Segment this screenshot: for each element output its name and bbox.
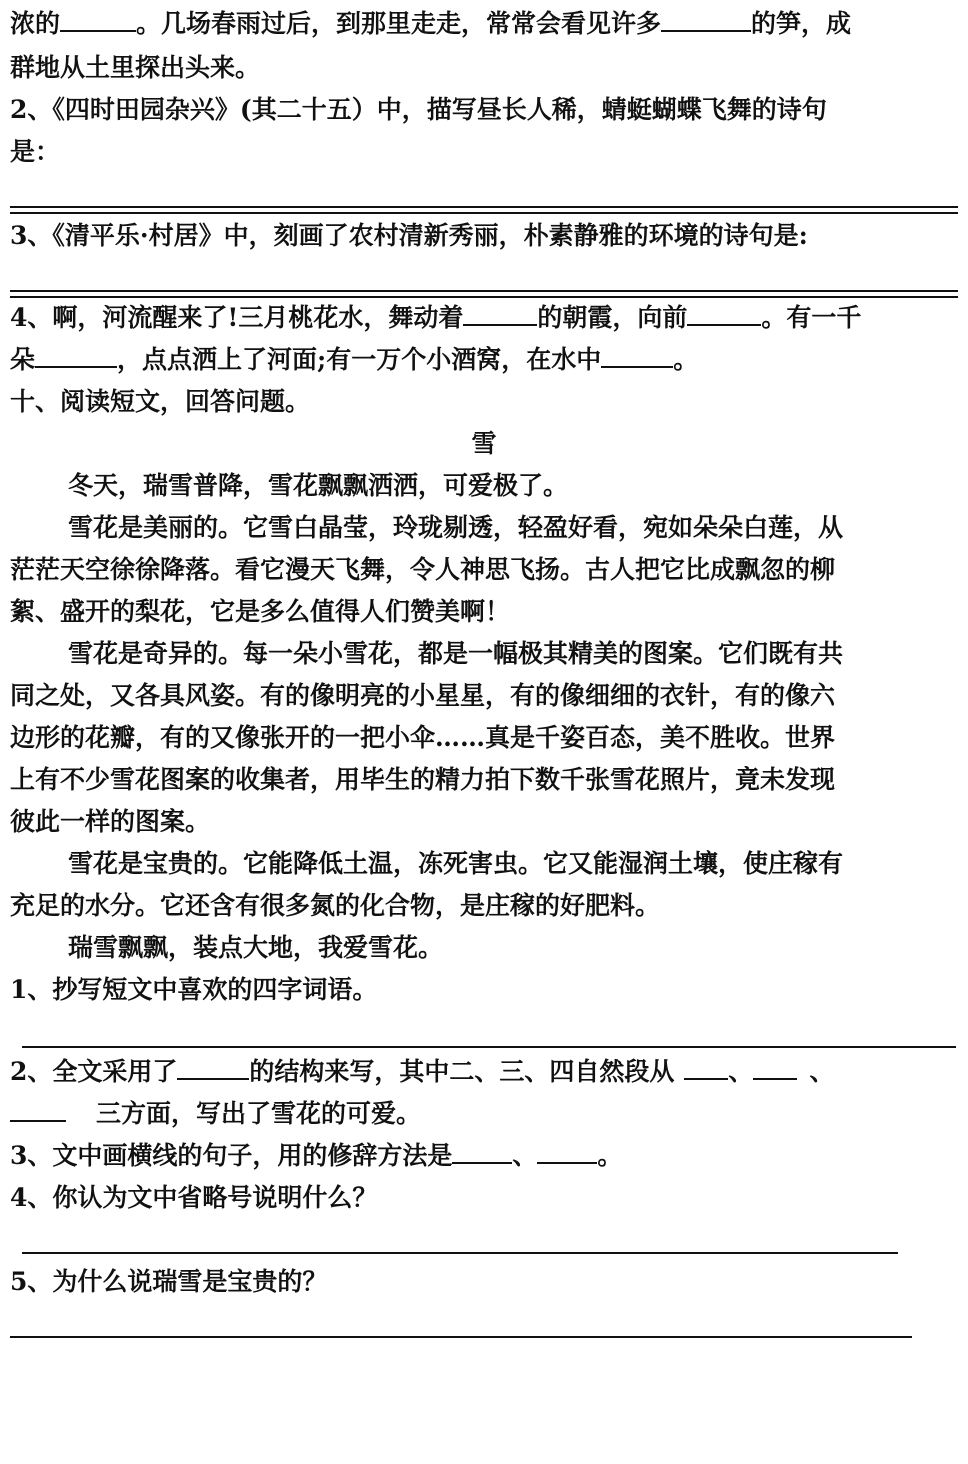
text: 、 (728, 1057, 754, 1086)
text: 浓的 (10, 9, 61, 38)
answer-line[interactable] (10, 290, 958, 292)
text: 2、全文采用了 (10, 1057, 178, 1086)
answer-line[interactable] (22, 1046, 956, 1048)
question-4-line-1 (10, 298, 861, 338)
text: 。有一千 (761, 303, 862, 332)
text: 。几场春雨过后，到那里走走，常常会看见许多 (136, 9, 662, 38)
passage-para-3-line-2: 同之处，又各具风姿。有的像明亮的小星星，有的像细细的衣针，有的像六 (10, 681, 836, 710)
passage-para-3-line-3: 边形的花瓣，有的又像张开的一把小伞……真是千姿百态，美不胜收。世界 (10, 723, 836, 752)
passage-para-2-line-3: 絮、盛开的梨花，它是多么值得人们赞美啊！ (10, 597, 511, 626)
answer-blank[interactable] (753, 1052, 797, 1080)
text: 的笋，成 (751, 9, 852, 38)
answer-blank[interactable] (452, 1136, 512, 1164)
reading-question-2-line-2 (10, 1094, 421, 1134)
answer-blank[interactable] (10, 1094, 66, 1122)
fill-line-2: 群地从土里探出头来。 (10, 53, 261, 82)
reading-question-1: 1、抄写短文中喜欢的四字词语。 (10, 975, 378, 1004)
answer-blank[interactable] (177, 1052, 249, 1080)
passage-para-2-line-2: 茫茫天空徐徐降落。看它漫天飞舞，令人神思飞扬。古人把它比成飘忽的柳 (10, 555, 836, 584)
question-2-line-2: 是： (10, 137, 61, 166)
text: 3、文中画横线的句子，用的修辞方法是 (10, 1141, 453, 1170)
text: 4、啊，河流醒来了!三月桃花水，舞动着 (10, 303, 464, 332)
text: 。 (673, 345, 699, 374)
text: 。 (597, 1141, 623, 1170)
text: 的结构来写，其中二、三、四自然段从 (249, 1057, 675, 1086)
text: 、 (809, 1057, 835, 1086)
answer-blank[interactable] (35, 340, 117, 368)
reading-question-4: 4、你认为文中省略号说明什么？ (10, 1183, 378, 1212)
answer-blank[interactable] (661, 4, 751, 32)
answer-blank[interactable] (537, 1136, 597, 1164)
answer-line[interactable] (10, 1336, 912, 1338)
reading-question-5: 5、为什么说瑞雪是宝贵的？ (10, 1267, 328, 1296)
passage-para-2-line-1: 雪花是美丽的。它雪白晶莹，玲珑剔透，轻盈好看，宛如朵朵白莲，从 (68, 513, 844, 542)
reading-question-2-line-1 (10, 1052, 834, 1092)
passage-para-4-line-1: 雪花是宝贵的。它能降低土温，冻死害虫。它又能湿润土壤，使庄稼有 (68, 849, 844, 878)
reading-question-3 (10, 1136, 622, 1176)
fill-line-1 (10, 4, 851, 44)
passage-para-3-line-4: 上有不少雪花图案的收集者，用毕生的精力拍下数千张雪花照片，竟未发现 (10, 765, 836, 794)
answer-blank[interactable] (60, 4, 136, 32)
passage-para-4-line-2: 充足的水分。它还含有很多氮的化合物，是庄稼的好肥料。 (10, 891, 661, 920)
question-3: 3、《清平乐·村居》中，刻画了农村清新秀丽，朴素静雅的环境的诗句是: (10, 221, 808, 250)
text: 朵 (10, 345, 36, 374)
answer-blank[interactable] (687, 298, 761, 326)
text: 三方面，写出了雪花的可爱。 (96, 1099, 422, 1128)
passage-para-3-line-1: 雪花是奇异的。每一朵小雪花，都是一幅极其精美的图案。它们既有共 (68, 639, 844, 668)
answer-line[interactable] (10, 206, 958, 208)
section-ten-heading: 十、阅读短文，回答问题。 (10, 387, 311, 416)
passage-para-5: 瑞雪飘飘，装点大地，我爱雪花。 (68, 933, 444, 962)
text: 的朝霞，向前 (537, 303, 688, 332)
passage-para-3-line-5: 彼此一样的图案。 (10, 807, 211, 836)
answer-line[interactable] (22, 1252, 898, 1254)
question-2-line-1: 2、《四时田园杂兴》(其二十五）中，描写昼长人稀，蜻蜓蝴蝶飞舞的诗句 (10, 95, 827, 124)
answer-blank[interactable] (684, 1052, 728, 1080)
answer-blank[interactable] (463, 298, 537, 326)
text: ，点点洒上了河面;有一万个小酒窝，在水中 (117, 345, 602, 374)
text: 、 (512, 1141, 538, 1170)
passage-para-1: 冬天，瑞雪普降，雪花飘飘洒洒，可爱极了。 (68, 471, 569, 500)
answer-line[interactable] (10, 212, 958, 214)
passage-title: 雪 (471, 429, 497, 458)
answer-blank[interactable] (601, 340, 673, 368)
question-4-line-2 (10, 340, 698, 380)
